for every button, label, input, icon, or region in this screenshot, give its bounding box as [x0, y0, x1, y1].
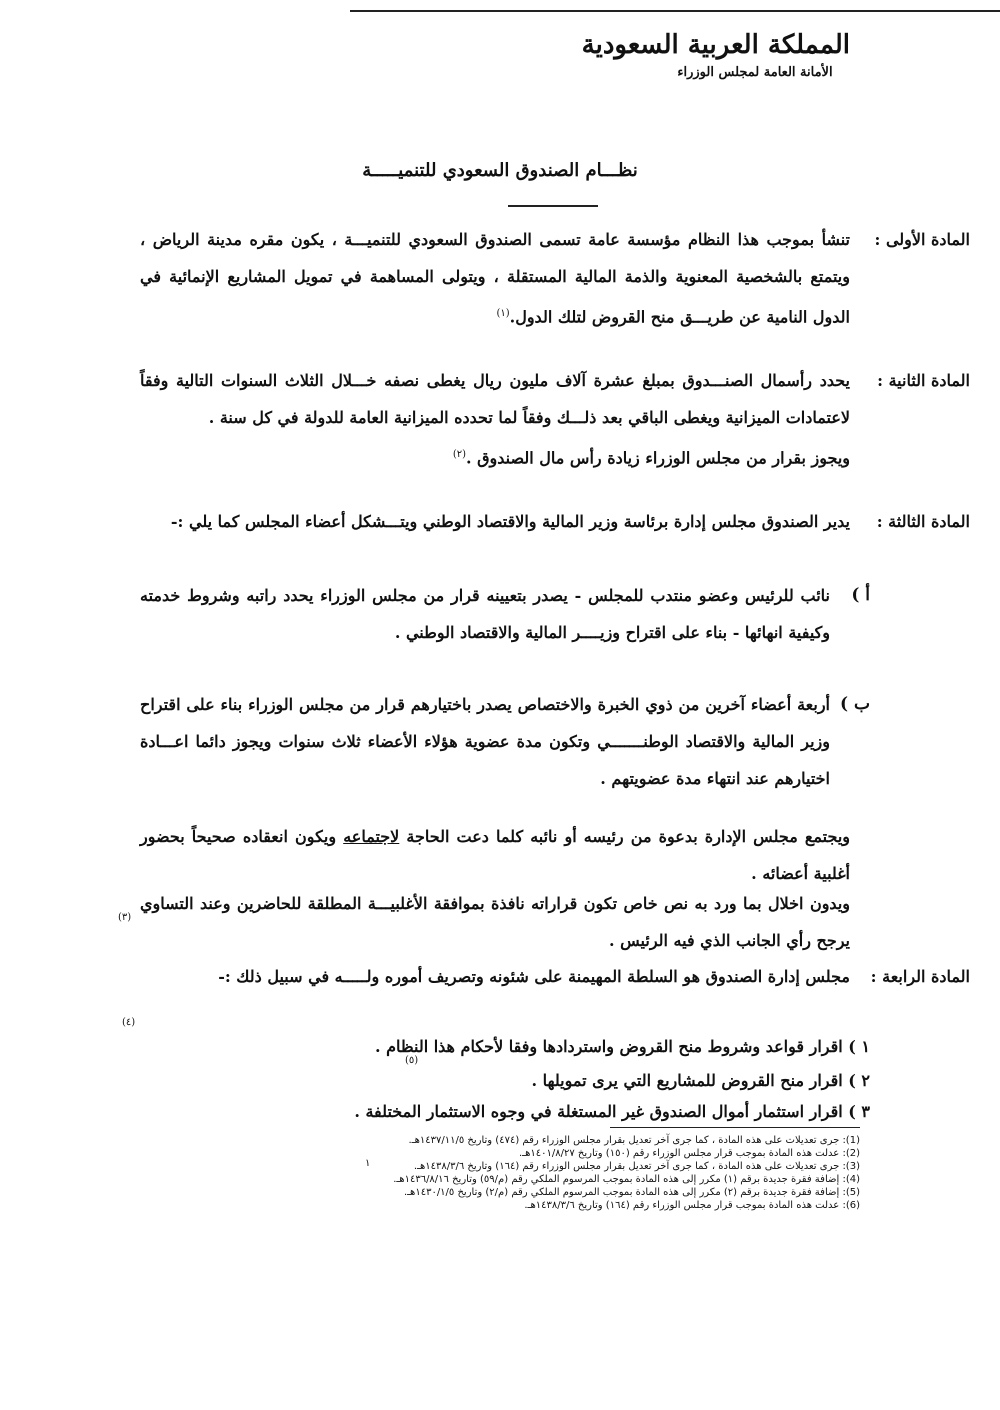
article-2-body: يحدد رأسمال الصنـــدوق بمبلغ عشرة آلاف مليون ريال يغطى نصفه خـــلال الثلاث السنوات التالية وفقاً لاعتمادات الميزانية ويغطى الباقي بعد ذلـــك وفقاً لما تحدده الميزانية العامة للدولة في كل سنة . — [140, 371, 850, 427]
article-3-p1-underlined: لاجتماعه — [343, 827, 400, 846]
article-3-item-a-mark: أ ) — [851, 585, 870, 605]
article-3-label: المادة الثالثة : — [876, 512, 970, 531]
article-3-paragraph-1 — [140, 818, 850, 892]
article-2-label: المادة الثانية : — [877, 371, 970, 390]
title-underline — [508, 205, 598, 207]
article-3-text: يدير الصندوق مجلس إدارة برئاسة وزير المالية والاقتصاد الوطني ويتـــشكل أعضاء المجلس كما يلي :- — [170, 512, 850, 531]
footnotes — [180, 1134, 860, 1212]
letterhead-title: المملكة العربية السعودية — [581, 30, 850, 60]
footnote-ref-1: (١) — [496, 308, 510, 319]
page-number: ١ — [365, 1158, 371, 1169]
article-4-text: مجلس إدارة الصندوق هو السلطة المهيمنة على شئونه وتصريف أموره ولـــــه في سبيل ذلك :- — [218, 967, 850, 986]
article-3-p1-part-c: ويكون انعقاده صحيحاً بحضور أغلبية أعضائه . — [140, 827, 850, 883]
footnote-1: (1): جرى تعديلات على هذه المادة ، كما جرى آخر تعديل بقرار مجلس الوزراء رقم (٤٧٤) وتاريخ ١٤٣٧/١١/٥هـ. — [408, 1135, 860, 1146]
footnote-separator — [610, 1127, 860, 1128]
article-4-item-2: ٢ ) اقرار منح القروض للمشاريع التي يرى تمويلها . — [531, 1071, 870, 1090]
article-1-text — [140, 221, 850, 335]
article-4-item-3: ٣ ) اقرار استثمار أموال الصندوق غير المستغلة في وجوه الاستثمار المختلفة . — [354, 1102, 870, 1121]
article-1-body: تنشأ بموجب هذا النظام مؤسسة عامة تسمى الصندوق السعودي للتنميـــة ، يكون مقره مدينة الرياض ، ويتمتع بالشخصية المعنوية والذمة المالية المستقلة ، ويتولى المساهمة في تمويل المشاريع الإنمائية في الدول النامية عن طريـــق منح القروض لتلك الدول. — [140, 230, 850, 327]
footnote-6: (6): عدلت هذه المادة بموجب قرار مجلس الوزراء رقم (١٦٤) وتاريخ ١٤٣٨/٣/٦هـ. — [524, 1200, 860, 1211]
article-4-item-1: ١ ) اقرار قواعد وشروط منح القروض واستردادها وفقا لأحكام هذا النظام . — [374, 1037, 870, 1056]
footnote-ref-2: (٢) — [452, 449, 466, 460]
footnote-4: (4): إضافة فقرة جديدة برقم (١) مكرر إلى هذه المادة بموجب المرسوم الملكي رقم (م/٥٩) وتاريخ ١٤٣٦/٨/١٦هـ. — [393, 1174, 860, 1185]
footnote-ref-4: (٤) — [122, 1017, 136, 1028]
footnote-3: (3): جرى تعديلات على هذه المادة ، كما جرى آخر تعديل بقرار مجلس الوزراء رقم (١٦٤) وتاريخ ١٤٣٨/٣/٦هـ. — [413, 1161, 860, 1172]
article-2-body-2: ويجوز بقرار من مجلس الوزراء زيادة رأس مال الصندوق . — [466, 448, 850, 468]
article-3-item-b: أربعة أعضاء آخرين من ذوي الخبرة والاختصاص يصدر باختيارهم قرار من مجلس الوزراء بناء على اقتراح وزير المالية والاقتصاد الوطنـــــــي وتكون مدة عضوية هؤلاء الأعضاء ثلاث سنوات ويجوز دائما اعـــادة اختيارهم عند انتهاء مدة عضويتهم . — [140, 695, 831, 788]
footnote-5: (5): إضافة فقرة جديدة برقم (٢) مكرر إلى هذه المادة بموجب المرسوم الملكي رقم (م/٢) وتاريخ ١٤٣٠/١/٥هـ. — [403, 1187, 860, 1198]
top-rule — [350, 10, 1000, 12]
footnote-ref-3: (٣) — [118, 912, 132, 923]
article-3-paragraph-2: ويدون اخلال بما ورد به نص خاص تكون قراراته نافذة بموافقة الأغلبيـــة المطلقة للحاضرين وعند التساوي يرجح رأي الجانب الذي فيه الرئيس . — [140, 894, 850, 950]
article-3-item-a: نائب للرئيس وعضو منتدب للمجلس - يصدر بتعيينه قرار من مجلس الوزراء يحدد راتبه وشروط خدمته وكيفية انهائها - بناء على اقتراح وزيــــر المالية والاقتصاد الوطني . — [140, 586, 831, 642]
letterhead — [581, 30, 850, 81]
article-3-item-b-mark: ب ) — [840, 694, 870, 714]
article-4-label: المادة الرابعة : — [870, 967, 970, 986]
article-2-text — [140, 362, 850, 476]
document-title: نظـــام الصندوق السعودي للتنميـــــة — [362, 160, 638, 181]
footnote-ref-5: (٥) — [405, 1055, 419, 1066]
article-3-p1-part-a: ويجتمع مجلس الإدارة بدعوة من رئيسه أو نائبه كلما دعت الحاجة — [399, 827, 850, 846]
footnote-2: (2): عدلت هذه المادة بموجب قرار مجلس الوزراء رقم (١٥٠) وتاريخ ١٤٠١/٨/٢٧هـ. — [518, 1148, 860, 1159]
article-1-label: المادة الأولى : — [874, 230, 970, 249]
letterhead-subtitle: الأمانة العامة لمجلس الوزراء — [677, 65, 833, 81]
